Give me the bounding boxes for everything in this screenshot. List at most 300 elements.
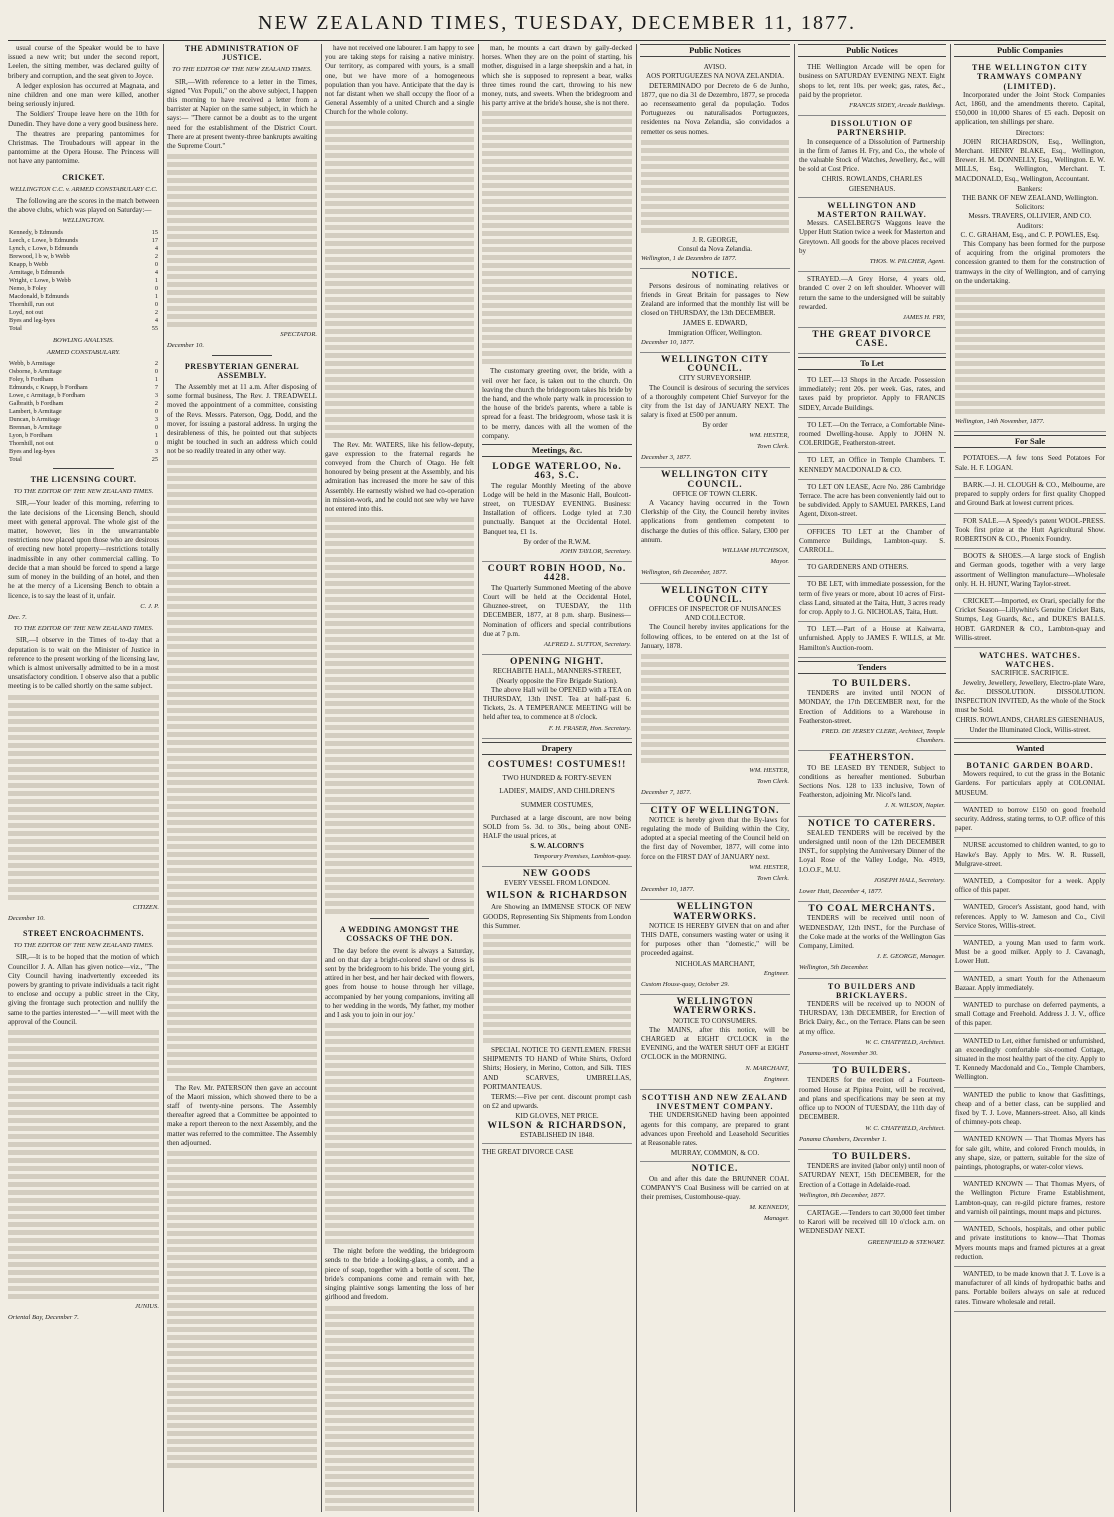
botanic-notice [954,758,1106,803]
ad-body: NURSE accustomed to children wanted, to go to Hawke's Bay. Apply to Mrs. W. R. Russell, Mulgrave-street. [955,841,1105,868]
wanted-list [954,803,1106,1312]
ad-title: TO BUILDERS. [832,1151,912,1162]
ad-body: WANTED to purchase on deferred payments, a small Cottage and Freehold. Address J. J. V., office of this paper. [955,1001,1105,1028]
article-text: The Rev. Mr. PATERSON then gave an account of the Maori mission, which showed there to be a staff of twenty-nine persons. The Assembly thereafter agreed that a Committee be appointed to make a report thereon to the next Assembly, and the matter was referred to the committee. The Assembly then adjourned. [167,1083,317,1147]
letter-signature: SPECTATOR. [280,331,317,339]
runs: 3 [154,416,158,424]
ad-title: WELLINGTON WATERWORKS. [673,902,757,922]
batsman-name: Brewood, l b w, b Webb [9,252,70,260]
waterworks-notice [640,900,790,995]
ad-name: FRANCIS SIDEY, Arcade Buildings. [849,102,945,110]
ad-body: SEALED TENDERS will be received by the undersigned until noon of the 12th DECEMBER INST., for supplying the Anniversary Dinner of the Loyal Rose of the Valley Lodge, No. 4919, I.O.O.F., M.U. [799,828,945,874]
text-lines [641,654,789,763]
ad-title: WELLINGTON CITY COUNCIL. [660,585,769,605]
ad-name: J. R. GEORGE, [692,235,738,244]
text-lines [167,460,317,1081]
article-text: The Soldiers' Troupe leave here on the 10th for Dunedin. They have done a very good business here. [8,110,159,128]
divider [53,468,113,469]
letter-salutation: TO THE EDITOR OF THE NEW ZEALAND TIMES. [13,488,154,496]
ad-firm: WILSON & RICHARDSON [486,890,628,902]
ad-title: TO BUILDERS. [832,678,912,689]
article-text: man, he mounts a cart drawn by gaily-decked horses. When they are on the point of starting, his mother, disguised in a large sheepskin and a hat, in which she is supposed to represent a bear, walks three times round the cart, throwing to his new money, nuts, and sweets. When the bridegroom and his party arrive at the bride's house, she is not there. [482,44,632,108]
column-rule [321,44,322,1512]
ad-body: NOTICE is hereby given that the By-laws for regulating the mode of Building within the City, adopted at a special meeting of the Council held on the first day of November, 1877, will come into force on the FIRST DAY of JANUARY next. [641,815,789,861]
ad-body: BOOTS & SHOES.—A large stock of English and German goods, together with a very large assortment of Wellington manufacture—Wholesale only. H. H. HUNT, Waring Taylor-street. [955,552,1105,588]
justice-heading: THE ADMINISTRATION OF JUSTICE. [184,44,300,63]
court-notice [482,562,632,655]
ad-body: STRAYED.—A Grey Horse, 4 years old, branded C over 2 on left shoulder. Whoever will return the same to the undersigned will be suitably rewarded. [799,275,945,311]
ad-body: The regular Monthly Meeting of the above Lodge will be held in the Masonic Hall, Boulcott-street, on TUESDAY EVENING. Business: Installation of officers. Lodge tyled at 7.30 punctually. Banquet at the Occidental Hotel. Banquet tea, £1 1s. [483,481,631,536]
runs: 0 [154,440,158,448]
ad-body: TO LET.—On the Terrace, a Comfortable Nine-roomed Dwelling-house. Apply to JOHN N. COLERIDGE, Featherston-street. [799,420,945,448]
ad-subtitle: EVERY VESSEL FROM LONDON. [504,878,610,887]
ad-body: Incorporated under the Joint Stock Companies Act, 1860, and the amendments thereto. Capital, £50,000 in 10,000 Shares of £5 each. Deposit on application, ten shillings per share. [955,90,1105,127]
text-lines [641,140,789,233]
strayed-notice [798,272,946,328]
ad-date: Panama Chambers, December 1. [799,1135,887,1143]
letter-date: Oriental Bay, December 7. [8,1314,79,1322]
ad-body: WANTED, Grocer's Assistant, good hand, with references. Apply to W. Jameson and Co., Civil Service Stores, Willis-street. [955,903,1105,930]
cricket-heading: CRICKET. [62,172,105,182]
ad-body: This Company has been formed for the purpose of acquiring from the original promoters the concession granted to them for the construction of tramways in the city of Wellington, and of carrying on the undertaking. [955,240,1105,285]
ad-body: TO LET ON LEASE, Acre No. 286 Cambridge Terrace. The acre has been conveniently laid out to be subdivided. Apply to SAMUEL PARKES, Land Agent, Dixon-street. [799,482,945,519]
ad-title: THE GREAT DIVORCE CASE. [812,330,932,350]
cartage-tender [798,1206,946,1252]
column-4 [482,44,632,1512]
runs: 25 [151,456,158,464]
ad-date: Wellington, 5th December. [799,964,869,972]
ad-body: WANTED, a young Man used to farm work. Must be a good milker. Apply to J. Cavanagh, Lower Hutt. [955,939,1105,966]
aviso-notice [640,60,790,269]
divider [212,355,272,356]
article-text: have not received one labourer. I am happy to see you are taking steps for raising a native ministry. Our territory, as compared with yours, is a small one, but we have more of a homogeneous population than you have. Anticipate that the day is not far distant when we shall occupy the floor of a General Assembly of a united Church and a single Church for the whole colony. [325,44,474,117]
letter-body: SIR,—I observe in the Times of to-day that a deputation is to wait on the Minister of Justice in reference to the present working of the licensing law, which is almost universally admitted to be in a most unsatisfactory condition. I observe also that a public meeting is to be called shortly on the same subject. [8,636,159,691]
ad-label: Solicitors: [1015,203,1045,212]
ad-title: COSTUMES! COSTUMES!! [487,759,627,770]
score-row [8,384,159,392]
runs: 4 [154,268,158,276]
batsman-name: Byes and leg-byes [9,448,56,456]
cricket-subheading: WELLINGTON C.C. v. ARMED CONSTABULARY C.C. [9,185,158,193]
ad-date: December 3, 1877. [641,454,692,462]
ad-body: TO LET.—13 Shops in the Arcade. Possession immediately; rent 20s. per week. Gas, rates, and taxes paid by proprietor. Apply to FRANCIS SIDEY, Arcade Buildings. [799,375,945,412]
wanted-ad [954,874,1106,900]
ad-name: F. H. FRASER, Hon. Secretary. [548,724,631,732]
section-heading-wanted: Wanted [954,742,1106,755]
for-sale-ad [954,478,1106,514]
section-heading-public-notices: Public Notices [640,44,790,57]
ad-name: FRED. DE JERSEY CLERE, Architect, Temple Chambers. [821,727,945,745]
ad-body: THE BANK OF NEW ZEALAND, Wellington. [961,194,1099,203]
coal-merchants-tender [798,902,946,978]
column-rule [950,44,951,1512]
column-5 [640,44,790,1512]
article-text: usual course of the Speaker would be to have issued a new writ; but under the second report, Leelen, the sitting member, was declared guilty of bribery and corruption, and the seat given to Joyce. [8,44,159,80]
ad-date: Lower Hutt, December 4, 1877. [799,888,883,896]
wedding-heading: A WEDDING AMONGST THE COSSACKS OF THE DON. [339,925,460,944]
batsman-name: Lowe, c Armitage, b Fordham [9,392,85,400]
runs: 2 [154,308,158,316]
ad-label: Auditors: [1016,221,1044,230]
masthead: NEW ZEALAND TIMES, TUESDAY, DECEMBER 11, 1877. [258,12,856,34]
text-lines [325,121,474,438]
ad-body: Purchased at a large discount, are now being SOLD from 5s. 3d. to 30s., being about ONE-HALF the usual prices, at [483,813,631,841]
ad-title: WELLINGTON AND MASTERTON RAILWAY. [817,200,927,220]
score-row [8,237,159,245]
divorce-notice [798,328,946,353]
letter-salutation: TO THE EDITOR OF THE NEW ZEALAND TIMES. [13,942,154,950]
ad-name: WM. HESTER, [749,766,789,774]
for-sale-ad [954,451,1106,477]
batsman-name: Duncan, b Armitage [9,416,60,424]
runs: 1 [154,292,158,300]
ad-body: THE UNDERSIGNED having been appointed agents for this company, are prepared to grant advances upon Freehold and Leasehold Securities at Reasonable rates. [641,1111,789,1148]
batsman-name: Edmunds, c Knapp, b Fordham [9,384,88,392]
ad-title: NOTICE. [691,271,739,282]
letter-salutation: TO THE EDITOR OF THE NEW ZEALAND TIMES. [13,625,154,633]
ad-body: DETERMINADO por Decreto de 6 de Junho, 1877, que no dia 31 de Dezembro, 1877, se proceda ao recenseamento geral da população. Todos Portuguezes ou naturalisados Portuguezes, residentes na Nova Zelandia, são convidados a remetter os seus nomes. [641,81,789,136]
batsman-name: Armitage, b Edmunds [9,268,65,276]
town-clerk-notice [640,468,790,583]
ad-name: MURRAY, COMMON, & CO. [670,1149,760,1158]
ad-role: Engineer. [763,1075,789,1083]
costumes-ad [482,758,632,867]
ad-date: Wellington, 14th November, 1877. [955,418,1045,426]
batsman-name: Brennan, b Armitage [9,424,62,432]
runs: 17 [151,236,158,244]
ad-title: TO BUILDERS. [832,1066,912,1077]
ad-body: POTATOES.—A few tons Seed Potatoes For Sale. H. F. LOGAN. [955,454,1105,472]
text-lines [483,934,631,1043]
builders-tender-3 [798,1150,946,1206]
ad-title: WELLINGTON CITY COUNCIL. [660,355,769,375]
builders-tender-2 [798,1064,946,1150]
coal-notice [640,1162,790,1228]
streets-heading: STREET ENCROACHMENTS. [22,928,145,938]
ad-name: N. MARCHANT, [745,1064,789,1072]
ad-body: WANTED, a smart Youth for the Athenaeum Bazaar. Apply immediately. [955,974,1105,992]
ad-name: JAMES E. EDWARD, [682,319,748,328]
ad-title: NEW GOODS [522,868,592,879]
ad-body: In consequence of a Dissolution of Partnership in the firm of James H. Fry, and Co., the whole of the valuable Stock of Watches, Jewellery, &c., will be sold at Cost Price. [799,137,945,174]
article-text: A ledger explosion has occurred at Magnata, and nine children and one man were killed, another being seriously injured. [8,81,159,109]
ad-body: The Council is desirous of securing the services of a thoroughly competent Chief Surveyor for the city from the 1st day of JANUARY NEXT. The salary is fixed at £500 per annum. [641,383,789,420]
batsman-name: Lyon, b Fordham [9,432,53,440]
score-row [8,309,159,317]
column-rule [794,44,795,1512]
batsman-name: Foley, b Fordham [9,376,54,384]
railway-notice [798,198,946,272]
ad-title: NOTICE TO CATERERS. [807,818,937,829]
ad-body: BARK.—J. H. CLOUGH & CO., Melbourne, are prepared to supply orders for first quality Chopped and Ground Bark at lowest current prices. [955,480,1105,508]
ad-name: JOSEPH HALL, Secretary. [873,876,945,884]
ad-firm: WILSON & RICHARDSON, [487,1120,627,1131]
tramways-prospectus [954,60,1106,432]
watches-ad [954,648,1106,739]
batsman-name: Galbraith, b Fordham [9,400,64,408]
bowling-heading: BOWLING ANALYSIS. [53,336,114,344]
batsman-name: Webb, b Armitage [9,360,55,368]
ad-name: CHRIS. ROWLANDS, CHARLES GIESENHAUS, [955,716,1105,725]
wanted-ad [954,972,1106,998]
inspector-notice [640,584,790,804]
to-let-ad [798,373,946,418]
ad-role: Town Clerk. [757,442,789,450]
runs: 55 [151,324,158,332]
ad-body: TO LET.—Part of a House at Kaiwarra, unfurnished. Apply to JAMES F. WILLS, at Mr. Hamilton's Auction-room. [799,625,945,652]
ad-body: C. C. GRAHAM, Esq., and C. P. POWLES, Esq. [960,230,1100,239]
batsman-name: Total [9,324,22,332]
runs: 0 [154,284,158,292]
ad-body: Are Showing an IMMENSE STOCK OF NEW GOODS, Representing Six Shipments from London this Summer. [483,903,631,930]
for-sale-list [954,451,1106,647]
runs: 3 [154,448,158,456]
column-3 [325,44,474,1512]
to-let-list [798,373,946,658]
section-heading-public-notices: Public Notices [798,44,946,57]
ad-body: WANTED, a Compositor for a week. Apply office of this paper. [955,877,1105,895]
ad-body: TENDERS will be received until noon of WEDNESDAY, 12th INST., for the Purchase of the Coke made at the works of the Wellington Gas Company, Limited. [799,914,945,951]
waterworks-consumers-notice [640,995,790,1090]
ad-name: W. C. CHATFIELD, Architect. [865,1124,945,1132]
ad-title: NOTICE. [691,1164,739,1175]
runs: 0 [154,424,158,432]
to-let-ad [798,480,946,525]
score-row [8,261,159,269]
letter-body: SIR,—With reference to a letter in the Times, signed "Vox Populi," on the above subject, I happen this morning to have received a letter from a barrister at Napier on the same subject, in which he says:— "There cannot be a doubt as to the urgent need for the establishment of the District Court. There are at present twenty-three bankrupts awaiting the Supreme Court." [167,77,317,151]
letter-date: December 10. [167,342,204,350]
ad-body: Messrs. CASELBERG'S Waggons leave the Upper Hutt Station twice a week for Masterton and Greytown. All goods for the above places received by [799,219,945,255]
to-let-ad [798,560,946,577]
ad-body: SPECIAL NOTICE TO GENTLEMEN. FRESH SHIPMENTS TO HAND of White Shirts, Oxford Shirts; Hosiery, in Merino, Cotton, and Silk. TIES AND SCARVES, UMBRELLAS, PORTMANTEAUS. [483,1045,631,1091]
ad-date: December 7, 1877. [641,789,692,797]
score-row [8,432,159,440]
ad-subtitle: AOS PORTUGUEZES NA NOVA ZELANDIA. [646,72,784,81]
section-heading-tenders: Tenders [798,661,946,674]
assembly-heading: PRESBYTERIAN GENERAL ASSEMBLY. [184,361,300,380]
batsman-name: Wright, c Lowe, b Webb [9,276,71,284]
score-row [8,293,159,301]
ad-name: JAMES H. FRY, [902,314,945,322]
score-row [8,269,159,277]
letter-date: Dec. 7. [8,613,27,621]
runs: 3 [154,392,158,400]
ad-title: FEATHERSTON. [829,753,915,764]
batsman-name: Nemo, b Foley [9,284,47,292]
score-row [8,392,159,400]
runs: 0 [154,408,158,416]
team-heading: WELLINGTON. [62,217,105,225]
ad-date: December 10, 1877. [641,338,695,346]
runs: 4 [154,316,158,324]
ad-name: THOS. W. PILCHER, Agent. [869,258,945,266]
batsman-name: Osborne, b Armitage [9,368,62,376]
ad-name: WM. HESTER, [749,863,789,871]
runs: 2 [154,360,158,368]
ad-body: WANTED KNOWN — That Thomas Myers, of the Wellington Picture Frame Establishment, Lambton-quay, can re-gild picture frames, restore and varnish oil paintings, mount maps and pictures. [955,1180,1105,1216]
runs: 15 [151,228,158,236]
for-sale-ad [954,594,1106,648]
ad-name: NICHOLAS MARCHANT, [675,959,755,968]
score-row [8,416,159,424]
ad-body: The above Hall will be OPENED with a TEA on THURSDAY, 13th INST. Tea at half-past 6. Tickets, 2s. A TEMPERANCE MEETING will be held after tea, to commence at 8 o'clock. [483,685,631,722]
ad-date: Panama-street, November 30. [799,1050,878,1058]
ad-body: NOTICE IS HEREBY GIVEN that on and after THIS DATE, consumers wasting water or using it for purposes other than "domestic," will be proceeded against. [641,921,789,958]
wanted-ad [954,1222,1106,1267]
wanted-ad [954,998,1106,1034]
constabulary-scorecard [8,360,159,464]
section-heading-public-companies: Public Companies [954,44,1106,57]
ad-title: BOTANIC GARDEN BOARD. [966,760,1094,770]
ad-date: Custom House-quay, October 29. [641,981,730,989]
ad-body: JOHN RICHARDSON, Esq., Wellington, Merchant. HENRY BLAKE, Esq., Wellington, Brewer. H. M. DONNELLY, Esq., Wellington. E. W. MILLS, Esq., Wellington, Merchant. T. MACDONALD, Esq., Wellington, Accountant. [955,137,1105,183]
batsman-name: Loyd, not out [9,308,44,316]
city-notice [640,804,790,901]
column-2 [167,44,317,1512]
ad-label: Bankers: [1017,184,1043,193]
ad-body: A Vacancy having occurred in the Town Clerkship of the City, the Council hereby invites applications from gentlemen competent to discharge the duties of this office. Salary, £300 per annum. [641,498,789,544]
ad-body: CRICKET.—Imported, ex Orari, specially for the Cricket Season—Lillywhite's Genuine Cricket Bats, Stumps, Leg Guards, &c., and DUKE'S BALLS. HOBT. GARDNER & CO., Lambton-quay and Willis-street. [955,596,1105,642]
batsman-name: Leech, c Lowe, b Edmunds [9,236,78,244]
licensing-heading: THE LICENSING COURT. [30,475,137,485]
ad-subtitle: NOTICE TO CONSUMERS. [673,1016,757,1025]
score-row [8,360,159,368]
ad-body: WANTED, to be made known that J. T. Love is a manufacturer of all kinds of hydropathic baths and pans. Portable boilers always on sale at reduced rates. Tinware wholesale and retail. [955,1269,1105,1306]
ad-title: WELLINGTON CITY COUNCIL. [660,470,769,490]
article-text: The customary greeting over, the bride, with a veil over her face, is taken out to the church. On leaving the church the bridegroom takes his bride by the hand, and the whole party walk in procession to the house of the bride's parents, where a table is spread for a feast. The bridegroom, whose task it is to be merry, dances with all the women of the company. [482,367,632,440]
ad-body: TENDERS will be received up to NOON of THURSDAY, 13th DECEMBER, for Erection of Brick Dairy, &c., on the Terrace. Plans can be seen at my office. [799,1000,945,1036]
ad-body: OFFICES TO LET at the Chamber of Commerce Buildings, Lambton-quay. S. CARROLL. [799,527,945,554]
score-row [8,424,159,432]
ad-role: Town Clerk. [757,874,789,882]
for-sale-ad [954,549,1106,594]
ad-role: Immigration Officer, Wellington. [668,328,762,337]
ad-date: Wellington, 6th December, 1877. [641,569,728,577]
score-row [8,245,159,253]
section-heading-meetings: Meetings, &c. [482,444,632,457]
ad-body: Messrs. TRAVERS, OLLIVIER, AND CO. [968,212,1092,221]
ad-role: Engineer. [763,969,789,977]
ad-body: Persons desirous of nominating relatives or friends in Great Britain for passages to New Zealand are informed that the monthly list will be closed on THURSDAY, the 13th DECEMBER. [641,281,789,318]
score-row [8,229,159,237]
lodge-notice [482,460,632,562]
wanted-ad [954,936,1106,972]
ad-title: AVISO. [703,63,727,72]
ad-name: M. KENNEDY, [749,1204,789,1212]
text-lines [955,289,1105,414]
ad-subtitle: OFFICES OF INSPECTOR OF NUISANCES AND COLLECTOR. [649,604,781,623]
text-lines [8,695,159,900]
runs: 0 [154,300,158,308]
wanted-ad [954,900,1106,936]
column-rule [163,44,164,1512]
column-1 [8,44,159,1512]
ad-subtitle: CITY SURVEYORSHIP. [678,374,752,383]
batsman-name: Lambert, b Armitage [9,408,62,416]
ad-body: WANTED KNOWN — That Thomas Myers has for sale gilt, white, and colored French moulds, in any shape, size, or pattern, suitable for the size of paintings, photographs, or water-color views. [955,1135,1105,1172]
ad-body: The Quarterly Summoned Meeting of the above Court will be held at the Occidental Hotel, Ghuznee-street, on TUESDAY, the 11th DECEMBER, 1877, at 8 p.m. sharp. Business—Nomination of officers and special contributions due at 7 p.m. [483,583,631,638]
ad-body: TO GARDENERS AND OTHERS. [807,563,909,572]
ad-signoff: By order [702,421,728,430]
to-let-ad [798,525,946,561]
text-lines [482,111,632,364]
ad-date: Wellington, 8th December, 1877. [799,1191,886,1199]
ad-name: S. W. ALCORN'S [530,842,584,851]
letter-signature: JUNIUS. [135,1302,159,1310]
ad-name: WM. HESTER, [749,431,789,439]
score-row [8,253,159,261]
wanted-ad [954,1132,1106,1177]
caterers-tender [798,817,946,903]
ad-role: Town Clerk. [757,778,789,786]
ad-name: J. N. WILSON, Napier. [884,802,945,810]
text-lines [325,1023,474,1244]
letter-signature: CITIZEN. [132,903,159,911]
ad-title: TO COAL MERCHANTS. [808,904,936,915]
ad-body: Jewelry, Jewellery, Jewellery, Electro-plate Ware, &c. DISSOLUTION. DISSOLUTION. INSPECTION INVITED, As the whole of the Stock must be Sold. [955,678,1105,715]
ad-subtitle: OFFICE OF TOWN CLERK. [672,489,758,498]
score-row [8,440,159,448]
section-heading-for-sale: For Sale [954,435,1106,448]
wellington-scorecard [8,229,159,333]
to-let-ad [798,577,946,622]
batsman-name: Byes and leg-byes [9,316,56,324]
ad-title: THE WELLINGTON CITY TRAMWAYS COMPANY (LIMITED). [971,63,1089,91]
batsman-name: Thornhill, not out [9,440,54,448]
wanted-ad [954,1034,1106,1088]
ad-signoff: By order of the R.W.M. [523,537,591,546]
batsman-name: Lynch, c Lowe, b Edmunds [9,244,79,252]
ad-body: WANTED, Schools, hospitals, and other public and private institutions to know—That Thomas Myers mounts maps and framed pictures at a great reduction. [955,1225,1105,1261]
ad-body: On and after this date the BRUNNER COAL COMPANY'S Coal Business will be carried on at their premises, Customhouse-quay. [641,1174,789,1202]
ad-title: CITY OF WELLINGTON. [650,805,780,816]
batsman-name: Knapp, b Webb [9,260,49,268]
runs: 7 [154,384,158,392]
article-text: The Assembly met at 11 a.m. After disposing of some formal business, The Rev. J. TREADWELL moved the appointment of a committee, consisting of the Revs. Messrs. Paterson, Ogg, Dodd, and the mover, for issuing a pastoral address. In urging the desirableness of this, he pointed out that subjects might be touched in such an address which could not be so readily treated in any other way. [167,383,317,456]
section-heading-to-let: To Let [798,357,946,370]
text-lines [167,154,317,327]
ad-name: CHRIS. ROWLANDS, CHARLES GIESENHAUS. [821,175,923,193]
score-row [8,376,159,384]
ad-body: WANTED to borrow £150 on good freehold security. Address, stating terms, to O.P. office of this paper. [955,805,1105,833]
column-rule [636,44,637,1512]
ad-body: FOR SALE.—A Speedy's patent WOOL-PRESS. Took first prize at the Hutt Agricultural Show. ROBERTSON & CO., Phoenix Foundry. [955,516,1105,543]
letter-salutation: TO THE EDITOR OF THE NEW ZEALAND TIMES. [172,66,312,74]
ad-title: WELLINGTON WATERWORKS. [673,997,757,1017]
score-row [8,325,159,333]
wanted-ad [954,838,1106,874]
ad-name: GREENFIELD & STEWART. [867,1238,945,1246]
text-lines [325,1306,474,1513]
ad-subtitle: RECHABITE HALL, MANNERS-STREET, [492,667,622,676]
opening-notice [482,655,632,739]
ad-address: Temporary Premises, Lambton-quay. [533,852,631,860]
ad-body: WANTED the public to know that Gasfittings, cheap and of a better class, can be supplied and fixed by T. J. Love, Manners-street. Also, all kinds of chimney-pots cheap. [955,1090,1105,1127]
ad-body: WANTED to Let, either furnished or unfurnished, an exceedingly comfortable six-roomed Cottage, situated in the most healthy part of the city. Apply to T. Kennedy Macdonald and Co., Temple Chambers, Wellington. [955,1036,1105,1082]
text-lines [167,1151,317,1468]
text-lines [8,1030,159,1299]
ad-body: TERMS:—Five per cent. discount prompt cash on £2 and upwards. [483,1093,631,1111]
ad-subtitle: SACRIFICE. SACRIFICE. [991,669,1069,678]
ad-title: TO BUILDERS AND BRICKLAYERS. [827,981,917,1000]
runs: 0 [154,368,158,376]
ad-body: TENDERS are invited until NOON of MONDAY, the 17th DECEMBER next, for the Erection of Additions to a Warehouse in Featherston-street. [799,689,945,725]
ad-body: The Council hereby invites applications for the following offices, to be entered on at the 1st of January, 1878. [641,623,789,650]
wanted-ad [954,1088,1106,1133]
ad-line: LADIES', MAIDS', AND CHILDREN'S [499,787,615,796]
ad-body: TO LET, an Office in Temple Chambers. T. KENNEDY MACDONALD & CO. [799,456,945,474]
ad-date: December 10, 1877. [641,886,695,894]
